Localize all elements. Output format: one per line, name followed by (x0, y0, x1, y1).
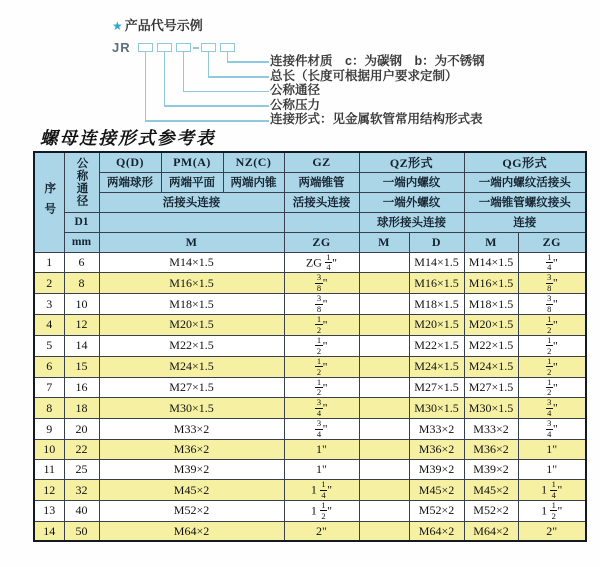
table-cell: 7 (34, 377, 64, 398)
table-cell (359, 315, 409, 336)
table-cell: $\frac{3}{4}$ " (518, 398, 586, 419)
table-cell: $\frac{3}{8}$ " (518, 294, 586, 315)
diagram-heading-text: 产品代号示例 (124, 18, 203, 33)
header-join-qpn: 活接头连接 (99, 192, 284, 212)
table-cell: 9 (34, 419, 64, 440)
header-code-qz: QZ形式 (359, 152, 464, 172)
connector-line (208, 52, 210, 78)
table-cell: M14×1.5 (409, 252, 464, 273)
table-cell: M14×1.5 (464, 252, 518, 273)
table-cell: 40 (64, 500, 99, 521)
header-d1: D1 (64, 212, 99, 232)
table-row (34, 356, 586, 377)
table-cell: 25 (64, 460, 99, 480)
table-cell: 10 (34, 440, 64, 460)
table-cell: M27×1.5 (409, 377, 464, 398)
header-row4-qz: 球形接头连接 (359, 212, 464, 232)
table-body (34, 252, 586, 541)
page-title: 螺母连接形式参考表 (40, 128, 216, 148)
table-cell: M22×1.5 (409, 335, 464, 356)
table-cell: M45×2 (409, 480, 464, 501)
diagram-label-length: 总长（长度可根据用户要求定制） (270, 68, 458, 83)
connector-line (183, 91, 269, 93)
table-cell: ZG $\frac{1}{4}$ " (284, 252, 359, 273)
diagram-label-connection: 连接形式：见金属软管常用结构形式表 (270, 112, 483, 127)
code-dash (193, 47, 199, 49)
table-cell (359, 521, 409, 541)
table-cell: $\frac{1}{2}$ " (518, 377, 586, 398)
header-unit-qz-m: M (359, 232, 409, 252)
table-cell: 12 (34, 480, 64, 501)
table-cell: $\frac{3}{4}$ " (518, 419, 586, 440)
header-row-d1 (34, 212, 586, 232)
header-row-units (34, 232, 586, 252)
table-cell (359, 398, 409, 419)
table-cell: $\frac{1}{2}$ " (284, 315, 359, 336)
header-empty-qpn (99, 212, 284, 232)
header-desc-qg: 一端内螺纹活接头 (464, 172, 586, 192)
table-cell: M16×1.5 (99, 273, 284, 294)
table-cell: $\frac{1}{2}$ " (284, 335, 359, 356)
table-cell: $\frac{3}{8}$ " (518, 273, 586, 294)
header-unit-qg-m: M (464, 232, 518, 252)
table-cell: $\frac{3}{4}$ " (284, 419, 359, 440)
table-cell (359, 440, 409, 460)
table-cell: M16×1.5 (464, 273, 518, 294)
table-cell: 3 (34, 294, 64, 315)
table-cell: M30×1.5 (464, 398, 518, 419)
table-cell: $\frac{1}{2}$ " (284, 377, 359, 398)
table-row (34, 335, 586, 356)
table-cell: 6 (34, 356, 64, 377)
table-cell: $\frac{1}{2}$ " (284, 356, 359, 377)
header-desc-gz: 两端锥管 (284, 172, 359, 192)
table-cell: $\frac{3}{4}$ " (284, 398, 359, 419)
connector-line (208, 76, 269, 78)
table-cell: 22 (64, 440, 99, 460)
table-row (34, 398, 586, 419)
table-cell: M33×2 (464, 419, 518, 440)
table-cell: M22×1.5 (99, 335, 284, 356)
table-cell: $\frac{1}{2}$ " (518, 335, 586, 356)
table-row (34, 440, 586, 460)
header-unit-gz: ZG (284, 232, 359, 252)
table-cell: M20×1.5 (99, 315, 284, 336)
table-cell: $\frac{1}{2}$ " (518, 315, 586, 336)
reference-table (33, 151, 587, 542)
table-row (34, 273, 586, 294)
header-desc-nz: 两端内锥 (223, 172, 284, 192)
header-desc-pm: 两端平面 (161, 172, 223, 192)
table-cell: M27×1.5 (99, 377, 284, 398)
diagram-labels (270, 54, 485, 127)
table-cell (359, 252, 409, 273)
code-box-4 (201, 43, 216, 52)
table-cell: 1" (518, 460, 586, 480)
header-unit-qpn: M (99, 232, 284, 252)
table-cell: M27×1.5 (464, 377, 518, 398)
table-cell: M39×2 (464, 460, 518, 480)
header-dn: 公称通径 (64, 152, 99, 212)
table-cell: 1 $\frac{1}{4}$ " (518, 480, 586, 501)
table-cell: M18×1.5 (464, 294, 518, 315)
table-row (34, 500, 586, 521)
table-cell: 13 (34, 500, 64, 521)
table-cell: M64×2 (464, 521, 518, 541)
header-desc-q: 两端球形 (99, 172, 161, 192)
header-row-join (34, 192, 586, 212)
table-cell: M14×1.5 (99, 252, 284, 273)
header-code-gz: GZ (284, 152, 359, 172)
table-cell: 8 (34, 398, 64, 419)
table-cell (359, 419, 409, 440)
connector-line (164, 52, 166, 107)
table-cell: M36×2 (464, 440, 518, 460)
header-mm: mm (64, 232, 99, 252)
table-cell (359, 480, 409, 501)
header-unit-qg-zg: ZG (518, 232, 586, 252)
table-cell: M52×2 (409, 500, 464, 521)
header-code-qg: QG形式 (464, 152, 586, 172)
header-code-q: Q(D) (99, 152, 161, 172)
table-cell (359, 460, 409, 480)
table-cell: M52×2 (99, 500, 284, 521)
diagram-label-pressure: 公称压力 (270, 97, 321, 112)
table-cell: M36×2 (99, 440, 284, 460)
table-cell: M18×1.5 (409, 294, 464, 315)
table-cell: 2 (34, 273, 64, 294)
table-cell: M39×2 (99, 460, 284, 480)
table-cell: $\frac{3}{8}$ " (284, 273, 359, 294)
header-seq: 序号 (34, 152, 64, 252)
table-cell (359, 377, 409, 398)
table-row (34, 480, 586, 501)
star-icon: ★ (112, 19, 123, 33)
table-cell: M20×1.5 (409, 315, 464, 336)
diagram-label-diameter: 公称通径 (270, 83, 321, 98)
header-unit-qz-d: D (409, 232, 464, 252)
table-cell: 2" (284, 521, 359, 541)
table-cell: 4 (34, 315, 64, 336)
table-cell: M64×2 (409, 521, 464, 541)
header-desc-qz: 一端内螺纹 (359, 172, 464, 192)
table-cell: 1 $\frac{1}{4}$ " (284, 480, 359, 501)
table-cell: 2" (518, 521, 586, 541)
table-cell: M64×2 (99, 521, 284, 541)
header-row-desc (34, 172, 586, 192)
header-empty-gz (284, 212, 359, 232)
diagram-heading (112, 15, 203, 34)
connector-line (183, 52, 185, 92)
table-cell: M30×1.5 (409, 398, 464, 419)
table-cell: 16 (64, 377, 99, 398)
table-cell: 1 $\frac{1}{2}$ " (518, 500, 586, 521)
table-cell: 12 (64, 315, 99, 336)
table-row (34, 419, 586, 440)
table-cell: M18×1.5 (99, 294, 284, 315)
table-cell: 11 (34, 460, 64, 480)
table-cell (359, 273, 409, 294)
table-cell: 1" (518, 440, 586, 460)
code-box-3 (176, 43, 191, 52)
table-cell: M36×2 (409, 440, 464, 460)
table-cell: 15 (64, 356, 99, 377)
table-cell (359, 500, 409, 521)
table-cell: M30×1.5 (99, 398, 284, 419)
diagram-label-material: 连接件材质 c：为碳钢 b：为不锈钢 (270, 54, 485, 68)
header-row3-qz: 一端外螺纹 (359, 192, 464, 212)
connector-line (227, 61, 269, 63)
table-cell: M16×1.5 (409, 273, 464, 294)
table-cell: 6 (64, 252, 99, 273)
table-cell: 5 (34, 335, 64, 356)
table-cell: M33×2 (409, 419, 464, 440)
code-box-5 (220, 43, 235, 52)
table-cell: 1 $\frac{1}{2}$ " (284, 500, 359, 521)
header-row-codes (34, 152, 586, 172)
header-row4-qg: 连接 (464, 212, 586, 232)
table-cell: M24×1.5 (464, 356, 518, 377)
table-cell: 8 (64, 273, 99, 294)
table-cell: M52×2 (464, 500, 518, 521)
table-cell: 1 (34, 252, 64, 273)
table-cell: $\frac{1}{4}$ " (518, 252, 586, 273)
header-code-pm: PM(A) (161, 152, 223, 172)
connector-line (164, 105, 269, 107)
code-prefix: JR (112, 40, 131, 55)
table-cell (359, 335, 409, 356)
connector-line (145, 120, 269, 122)
table-cell: M39×2 (409, 460, 464, 480)
table-row (34, 521, 586, 541)
table-cell: M45×2 (464, 480, 518, 501)
table-cell: M20×1.5 (464, 315, 518, 336)
table-row (34, 252, 586, 273)
table-cell: M45×2 (99, 480, 284, 501)
table-cell: 50 (64, 521, 99, 541)
table-cell: M33×2 (99, 419, 284, 440)
table-cell: 1" (284, 460, 359, 480)
table-cell: M24×1.5 (99, 356, 284, 377)
connector-line (145, 52, 147, 122)
table-cell (359, 356, 409, 377)
table-cell: 20 (64, 419, 99, 440)
table-row (34, 315, 586, 336)
code-box-2 (157, 43, 172, 52)
table-cell (359, 294, 409, 315)
table-cell: 10 (64, 294, 99, 315)
table-row (34, 377, 586, 398)
header-row3-qg: 一端锥管螺纹接头 (464, 192, 586, 212)
table-row (34, 460, 586, 480)
table-cell: $\frac{1}{2}$ " (518, 356, 586, 377)
table-cell: 14 (64, 335, 99, 356)
table-row (34, 294, 586, 315)
header-code-nz: NZ(C) (223, 152, 284, 172)
table-cell: 14 (34, 521, 64, 541)
table-cell: 18 (64, 398, 99, 419)
code-box-1 (138, 43, 153, 52)
table-cell: M24×1.5 (409, 356, 464, 377)
header-join-gz: 活接头连接 (284, 192, 359, 212)
table-cell: M22×1.5 (464, 335, 518, 356)
table-cell: $\frac{3}{8}$ " (284, 294, 359, 315)
table-cell: 1" (284, 440, 359, 460)
table-cell: 32 (64, 480, 99, 501)
